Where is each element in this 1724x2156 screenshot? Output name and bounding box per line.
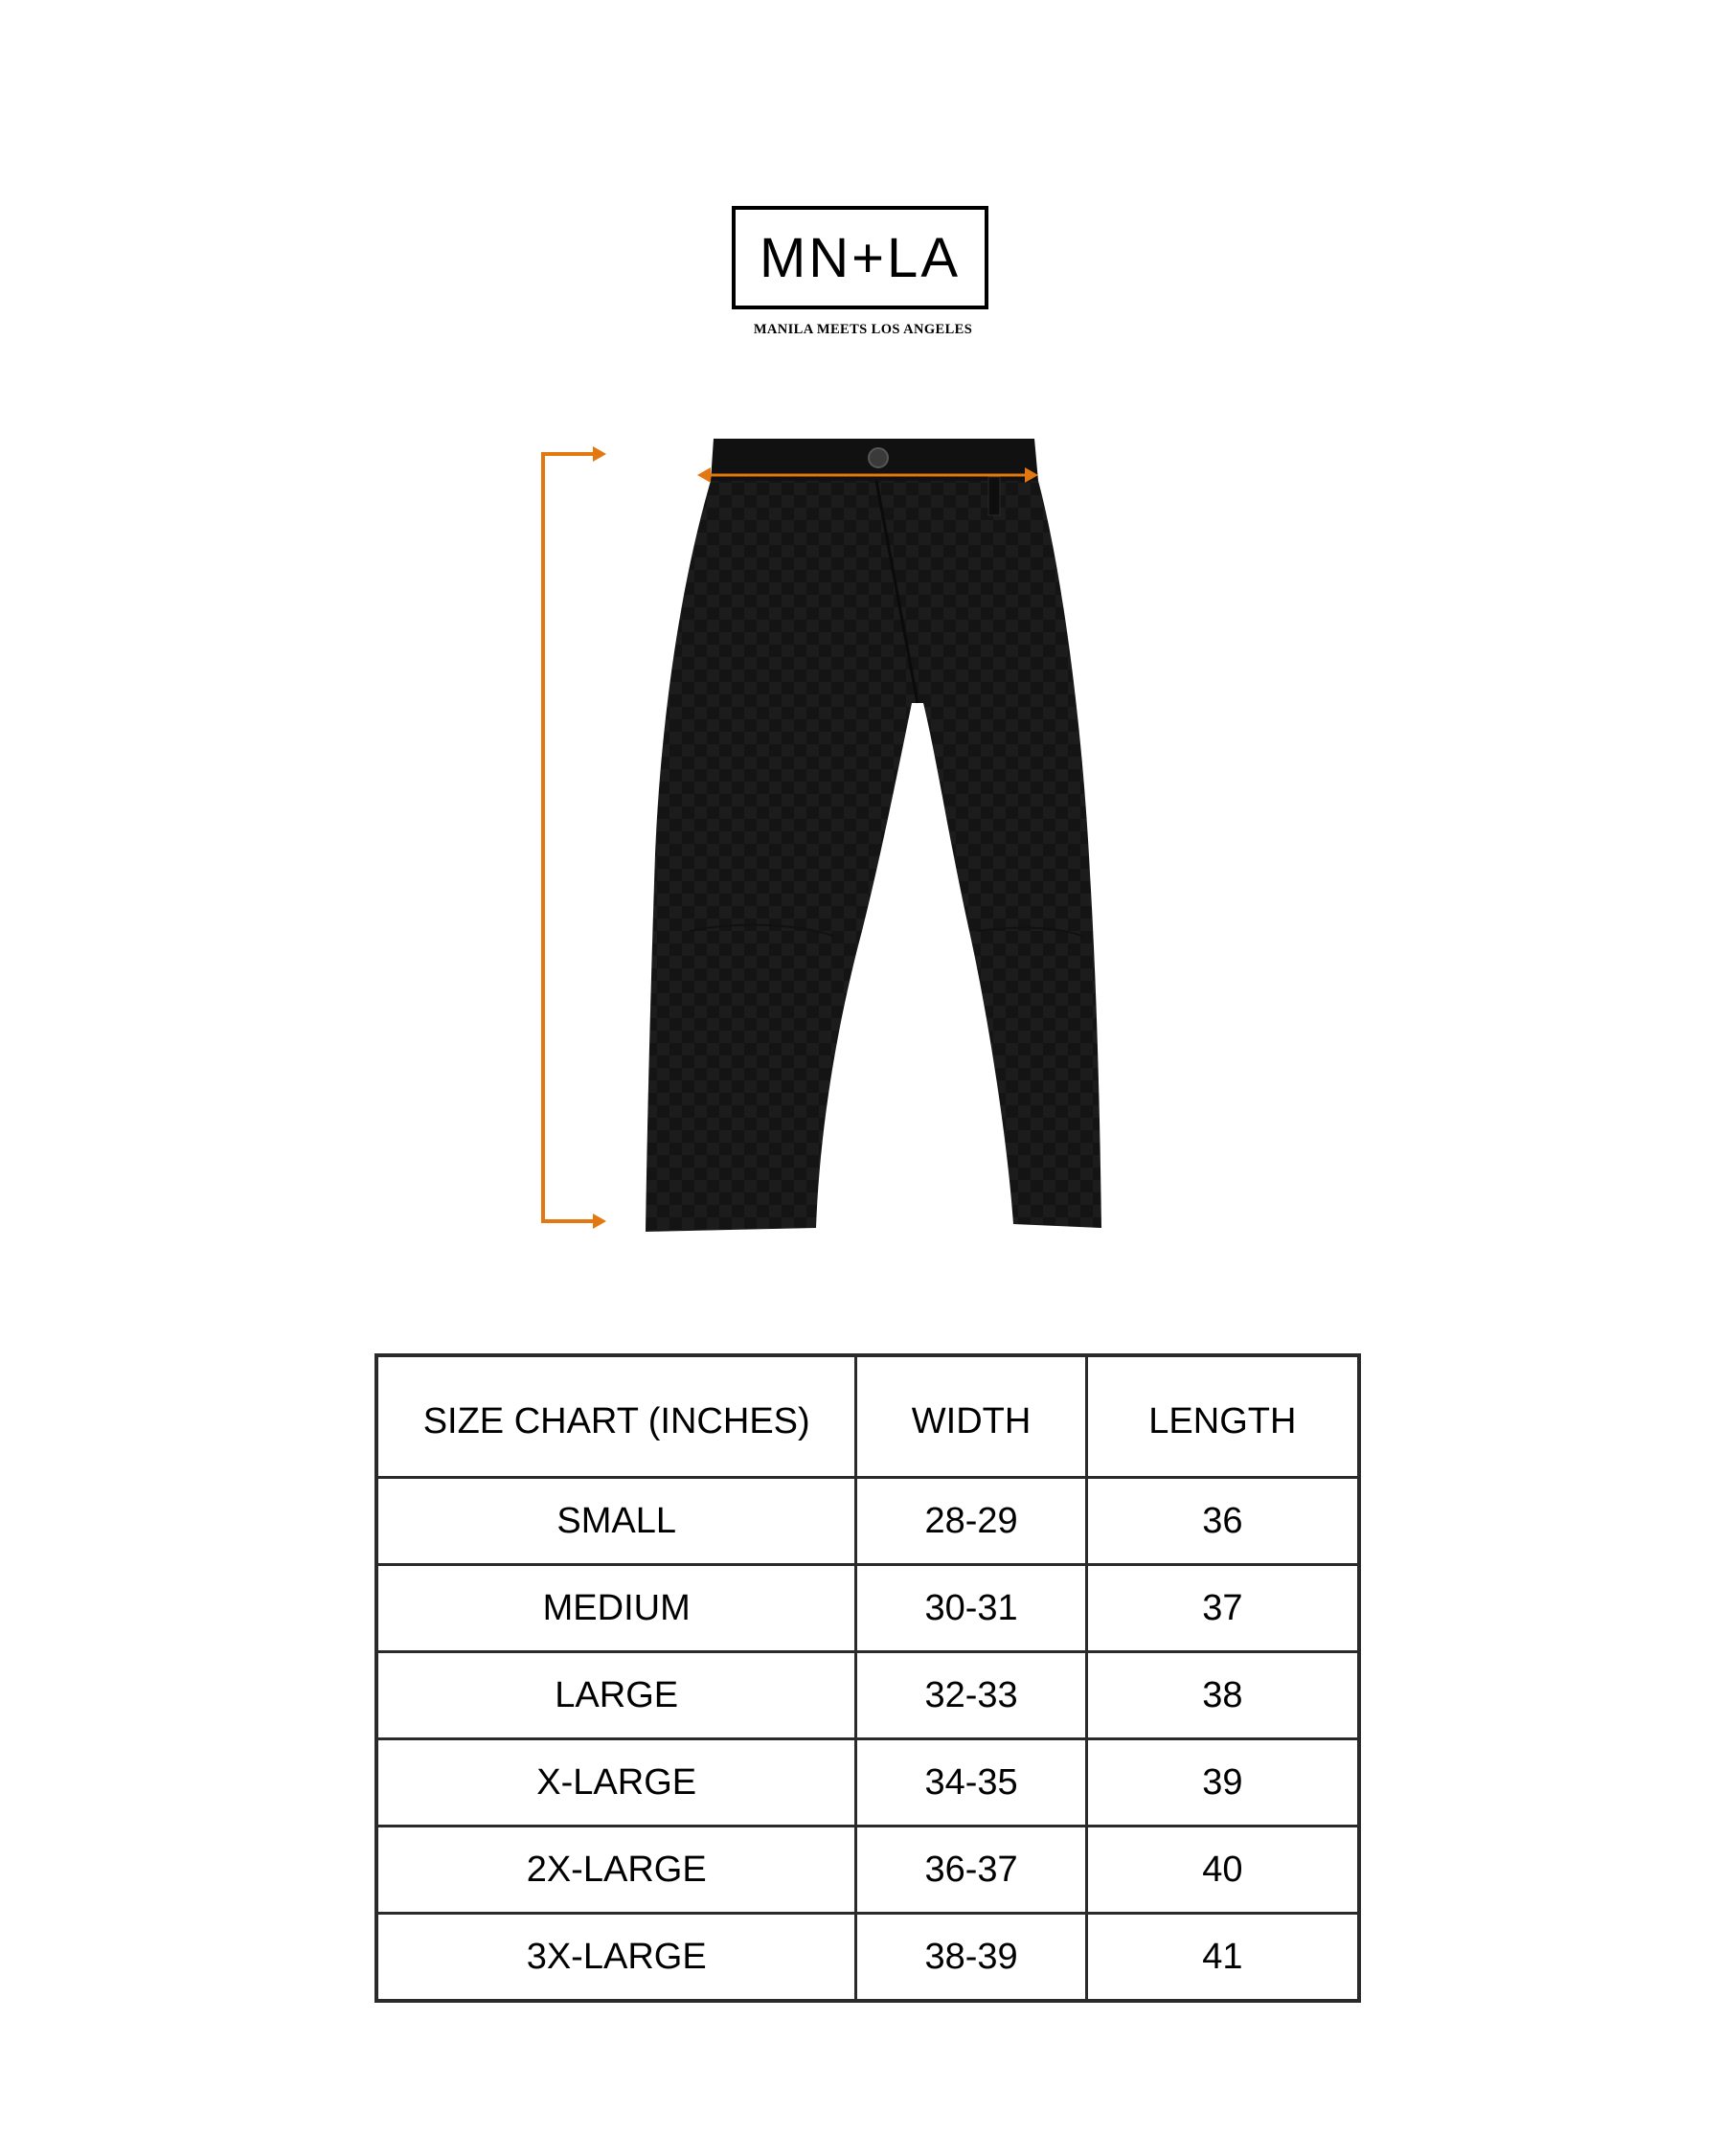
width-cell: 38-39 — [856, 1914, 1086, 2002]
width-cell: 30-31 — [856, 1565, 1086, 1652]
header-width: WIDTH — [856, 1355, 1086, 1478]
size-chart-table — [374, 1353, 1361, 2003]
length-cell: 39 — [1086, 1739, 1359, 1827]
logo-text: MN+LA — [759, 226, 961, 289]
brand-logo — [732, 206, 988, 309]
size-cell: 2X-LARGE — [376, 1827, 856, 1914]
pants-illustration — [632, 433, 1130, 1237]
length-cell: 36 — [1086, 1478, 1359, 1565]
size-cell: MEDIUM — [376, 1565, 856, 1652]
size-cell: X-LARGE — [376, 1739, 856, 1827]
table-row — [376, 1827, 1359, 1914]
width-cell: 34-35 — [856, 1739, 1086, 1827]
table-row — [376, 1565, 1359, 1652]
size-cell: 3X-LARGE — [376, 1914, 856, 2002]
size-cell: SMALL — [376, 1478, 856, 1565]
length-cell: 37 — [1086, 1565, 1359, 1652]
table-row — [376, 1478, 1359, 1565]
table-row — [376, 1739, 1359, 1827]
width-cell: 28-29 — [856, 1478, 1086, 1565]
table-row — [376, 1914, 1359, 2002]
length-measure-arrow — [532, 441, 608, 1236]
header-size-chart: SIZE CHART (INCHES) — [376, 1355, 856, 1478]
length-cell: 41 — [1086, 1914, 1359, 2002]
width-cell: 36-37 — [856, 1827, 1086, 1914]
length-cell: 40 — [1086, 1827, 1359, 1914]
brand-tagline: MANILA MEETS LOS ANGELES — [753, 322, 973, 337]
length-cell: 38 — [1086, 1652, 1359, 1739]
table-header-row — [376, 1355, 1359, 1478]
header-length: LENGTH — [1086, 1355, 1359, 1478]
width-measure-arrow — [695, 464, 1040, 487]
table-row — [376, 1652, 1359, 1739]
size-cell: LARGE — [376, 1652, 856, 1739]
width-cell: 32-33 — [856, 1652, 1086, 1739]
